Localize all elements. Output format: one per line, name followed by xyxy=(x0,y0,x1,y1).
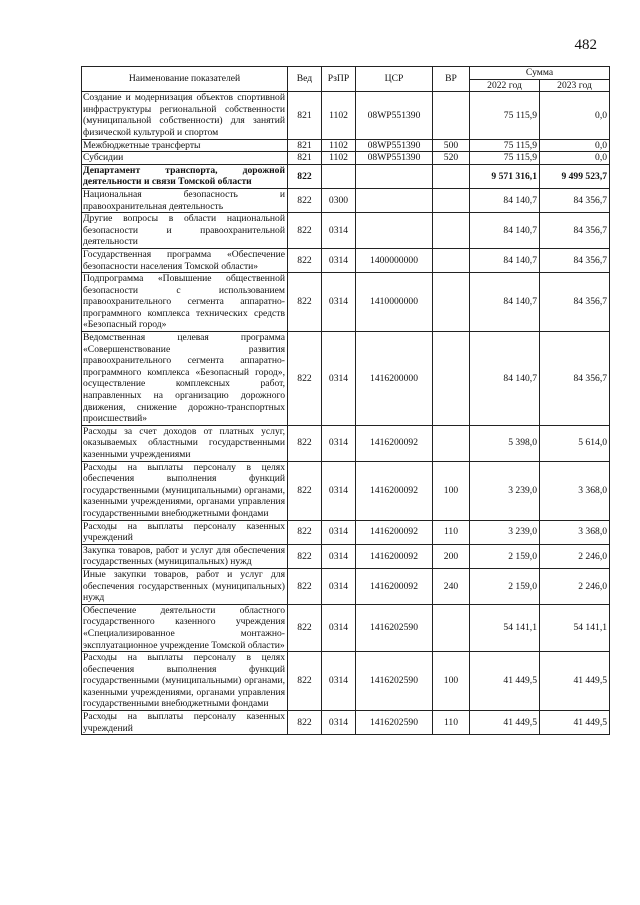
row-vr: 240 xyxy=(433,568,470,604)
row-sum-2022: 75 115,9 xyxy=(470,152,540,165)
row-sum-2023: 84 356,7 xyxy=(540,248,610,272)
col-header-year-2023: 2023 год xyxy=(540,79,610,92)
row-ved: 822 xyxy=(288,164,322,188)
table-row xyxy=(82,461,610,520)
row-sum-2023: 9 499 523,7 xyxy=(540,164,610,188)
row-csr xyxy=(356,213,433,249)
col-header-name: Наименование показателей xyxy=(82,67,288,92)
row-sum-2023: 84 356,7 xyxy=(540,332,610,426)
table-row xyxy=(82,711,610,735)
row-sum-2023: 2 246,0 xyxy=(540,568,610,604)
row-name: Обеспечение деятельности областного государственного казенного учреждения «Специализированное монтажно-эксплуатационное учреждение Томской области» xyxy=(82,604,288,651)
row-vr xyxy=(433,213,470,249)
row-csr xyxy=(356,188,433,212)
row-csr: 1410000000 xyxy=(356,273,433,332)
row-name: Расходы за счет доходов от платных услуг, оказываемых областными государственными казенными учреждениями xyxy=(82,425,288,461)
row-vr xyxy=(433,332,470,426)
row-rzpr: 0314 xyxy=(322,568,356,604)
col-header-rzpr: РзПР xyxy=(322,67,356,92)
row-vr: 100 xyxy=(433,652,470,711)
col-header-csr: ЦСР xyxy=(356,67,433,92)
row-sum-2022: 41 449,5 xyxy=(470,652,540,711)
row-sum-2022: 84 140,7 xyxy=(470,213,540,249)
row-sum-2023: 3 368,0 xyxy=(540,520,610,544)
row-csr: 1416202590 xyxy=(356,604,433,651)
row-rzpr: 0314 xyxy=(322,213,356,249)
row-ved: 822 xyxy=(288,188,322,212)
row-sum-2022: 84 140,7 xyxy=(470,332,540,426)
row-vr xyxy=(433,164,470,188)
table-row xyxy=(82,248,610,272)
row-csr: 1416200092 xyxy=(356,544,433,568)
row-sum-2022: 54 141,1 xyxy=(470,604,540,651)
row-vr xyxy=(433,248,470,272)
row-sum-2022: 2 159,0 xyxy=(470,568,540,604)
row-sum-2023: 3 368,0 xyxy=(540,461,610,520)
row-csr: 08WP551390 xyxy=(356,152,433,165)
row-name: Межбюджетные трансферты xyxy=(82,139,288,152)
row-name: Расходы на выплаты персоналу в целях обеспечения выполнения функций государственными (муниципальными) органами, казенными учреждениями, органами управления государственными внебюджетными фондами xyxy=(82,461,288,520)
table-row xyxy=(82,652,610,711)
row-name: Расходы на выплаты персоналу казенных учреждений xyxy=(82,520,288,544)
row-csr: 1416202590 xyxy=(356,711,433,735)
row-vr xyxy=(433,92,470,139)
row-rzpr: 0314 xyxy=(322,652,356,711)
row-rzpr: 0300 xyxy=(322,188,356,212)
row-name: Расходы на выплаты персоналу в целях обеспечения выполнения функций государственными (муниципальными) органами, казенными учреждениями, органами управления государственными внебюджетными фондами xyxy=(82,652,288,711)
row-sum-2023: 5 614,0 xyxy=(540,425,610,461)
row-name: Подпрограмма «Повышение общественной безопасности с использованием правоохранительного сегмента аппаратно-программного комплекса технических средств «Безопасный город» xyxy=(82,273,288,332)
row-ved: 821 xyxy=(288,152,322,165)
budget-table xyxy=(81,66,610,735)
row-ved: 821 xyxy=(288,92,322,139)
row-csr: 1400000000 xyxy=(356,248,433,272)
row-name: Национальная безопасность и правоохранительная деятельность xyxy=(82,188,288,212)
row-csr: 1416200092 xyxy=(356,520,433,544)
row-rzpr xyxy=(322,164,356,188)
col-header-vr: ВР xyxy=(433,67,470,92)
row-rzpr: 0314 xyxy=(322,604,356,651)
row-sum-2023: 0,0 xyxy=(540,139,610,152)
row-vr xyxy=(433,273,470,332)
table-body xyxy=(82,92,610,735)
row-name: Департамент транспорта, дорожной деятельности и связи Томской области xyxy=(82,164,288,188)
row-ved: 822 xyxy=(288,604,322,651)
row-ved: 822 xyxy=(288,425,322,461)
row-sum-2022: 84 140,7 xyxy=(470,248,540,272)
row-name: Другие вопросы в области национальной безопасности и правоохранительной деятельности xyxy=(82,213,288,249)
row-name: Создание и модернизация объектов спортивной инфраструктуры региональной собственности (муниципальной собственности) для занятий физической культурой и спортом xyxy=(82,92,288,139)
table-row xyxy=(82,92,610,139)
row-sum-2023: 2 246,0 xyxy=(540,544,610,568)
row-ved: 821 xyxy=(288,139,322,152)
row-rzpr: 0314 xyxy=(322,711,356,735)
row-vr xyxy=(433,425,470,461)
row-vr: 200 xyxy=(433,544,470,568)
row-vr: 500 xyxy=(433,139,470,152)
row-ved: 822 xyxy=(288,711,322,735)
row-rzpr: 0314 xyxy=(322,520,356,544)
row-ved: 822 xyxy=(288,652,322,711)
row-rzpr: 0314 xyxy=(322,332,356,426)
row-rzpr: 0314 xyxy=(322,544,356,568)
row-sum-2022: 75 115,9 xyxy=(470,139,540,152)
table-header xyxy=(82,67,610,92)
row-sum-2023: 0,0 xyxy=(540,152,610,165)
row-name: Ведомственная целевая программа «Совершенствование развития правоохранительного сегмента аппаратно-программного комплекса «Безопасный город», осуществление комплексных работ, направленных на организацию дорожного движения, снижение дорожно-транспортных происшествий» xyxy=(82,332,288,426)
row-sum-2023: 41 449,5 xyxy=(540,652,610,711)
col-header-sum: Сумма xyxy=(470,67,610,80)
table-row xyxy=(82,139,610,152)
row-sum-2023: 41 449,5 xyxy=(540,711,610,735)
row-rzpr: 0314 xyxy=(322,461,356,520)
row-vr: 100 xyxy=(433,461,470,520)
table-row xyxy=(82,425,610,461)
table-row xyxy=(82,213,610,249)
row-sum-2022: 41 449,5 xyxy=(470,711,540,735)
table-row xyxy=(82,604,610,651)
col-header-year-2022: 2022 год xyxy=(470,79,540,92)
row-csr: 1416200092 xyxy=(356,568,433,604)
row-ved: 822 xyxy=(288,213,322,249)
row-sum-2022: 3 239,0 xyxy=(470,520,540,544)
table-row xyxy=(82,332,610,426)
row-ved: 822 xyxy=(288,273,322,332)
row-csr: 08WP551390 xyxy=(356,92,433,139)
table-row xyxy=(82,188,610,212)
row-sum-2022: 75 115,9 xyxy=(470,92,540,139)
row-csr: 1416200092 xyxy=(356,461,433,520)
row-sum-2022: 3 239,0 xyxy=(470,461,540,520)
row-ved: 822 xyxy=(288,520,322,544)
table-row xyxy=(82,544,610,568)
row-csr: 1416200092 xyxy=(356,425,433,461)
row-csr: 08WP551390 xyxy=(356,139,433,152)
row-sum-2023: 84 356,7 xyxy=(540,188,610,212)
row-name: Государственная программа «Обеспечение безопасности населения Томской области» xyxy=(82,248,288,272)
row-ved: 822 xyxy=(288,332,322,426)
row-name: Субсидии xyxy=(82,152,288,165)
table-row xyxy=(82,520,610,544)
table-row xyxy=(82,152,610,165)
row-sum-2023: 84 356,7 xyxy=(540,213,610,249)
row-sum-2022: 84 140,7 xyxy=(470,188,540,212)
row-sum-2023: 84 356,7 xyxy=(540,273,610,332)
row-sum-2022: 2 159,0 xyxy=(470,544,540,568)
row-ved: 822 xyxy=(288,248,322,272)
row-vr xyxy=(433,188,470,212)
row-rzpr: 0314 xyxy=(322,425,356,461)
row-vr: 520 xyxy=(433,152,470,165)
row-sum-2023: 54 141,1 xyxy=(540,604,610,651)
row-csr: 1416200000 xyxy=(356,332,433,426)
table-row xyxy=(82,164,610,188)
row-vr: 110 xyxy=(433,711,470,735)
row-vr xyxy=(433,604,470,651)
row-name: Закупка товаров, работ и услуг для обеспечения государственных (муниципальных) нужд xyxy=(82,544,288,568)
row-rzpr: 0314 xyxy=(322,248,356,272)
row-rzpr: 1102 xyxy=(322,92,356,139)
row-ved: 822 xyxy=(288,461,322,520)
col-header-ved: Вед xyxy=(288,67,322,92)
table-row xyxy=(82,273,610,332)
row-sum-2022: 5 398,0 xyxy=(470,425,540,461)
row-rzpr: 1102 xyxy=(322,152,356,165)
row-name: Расходы на выплаты персоналу казенных учреждений xyxy=(82,711,288,735)
row-csr xyxy=(356,164,433,188)
row-sum-2023: 0,0 xyxy=(540,92,610,139)
row-rzpr: 1102 xyxy=(322,139,356,152)
row-name: Иные закупки товаров, работ и услуг для обеспечения государственных (муниципальных) нужд xyxy=(82,568,288,604)
page-number: 482 xyxy=(574,37,597,53)
row-csr: 1416202590 xyxy=(356,652,433,711)
table-row xyxy=(82,568,610,604)
row-ved: 822 xyxy=(288,568,322,604)
row-sum-2022: 84 140,7 xyxy=(470,273,540,332)
row-ved: 822 xyxy=(288,544,322,568)
row-sum-2022: 9 571 316,1 xyxy=(470,164,540,188)
row-vr: 110 xyxy=(433,520,470,544)
row-rzpr: 0314 xyxy=(322,273,356,332)
